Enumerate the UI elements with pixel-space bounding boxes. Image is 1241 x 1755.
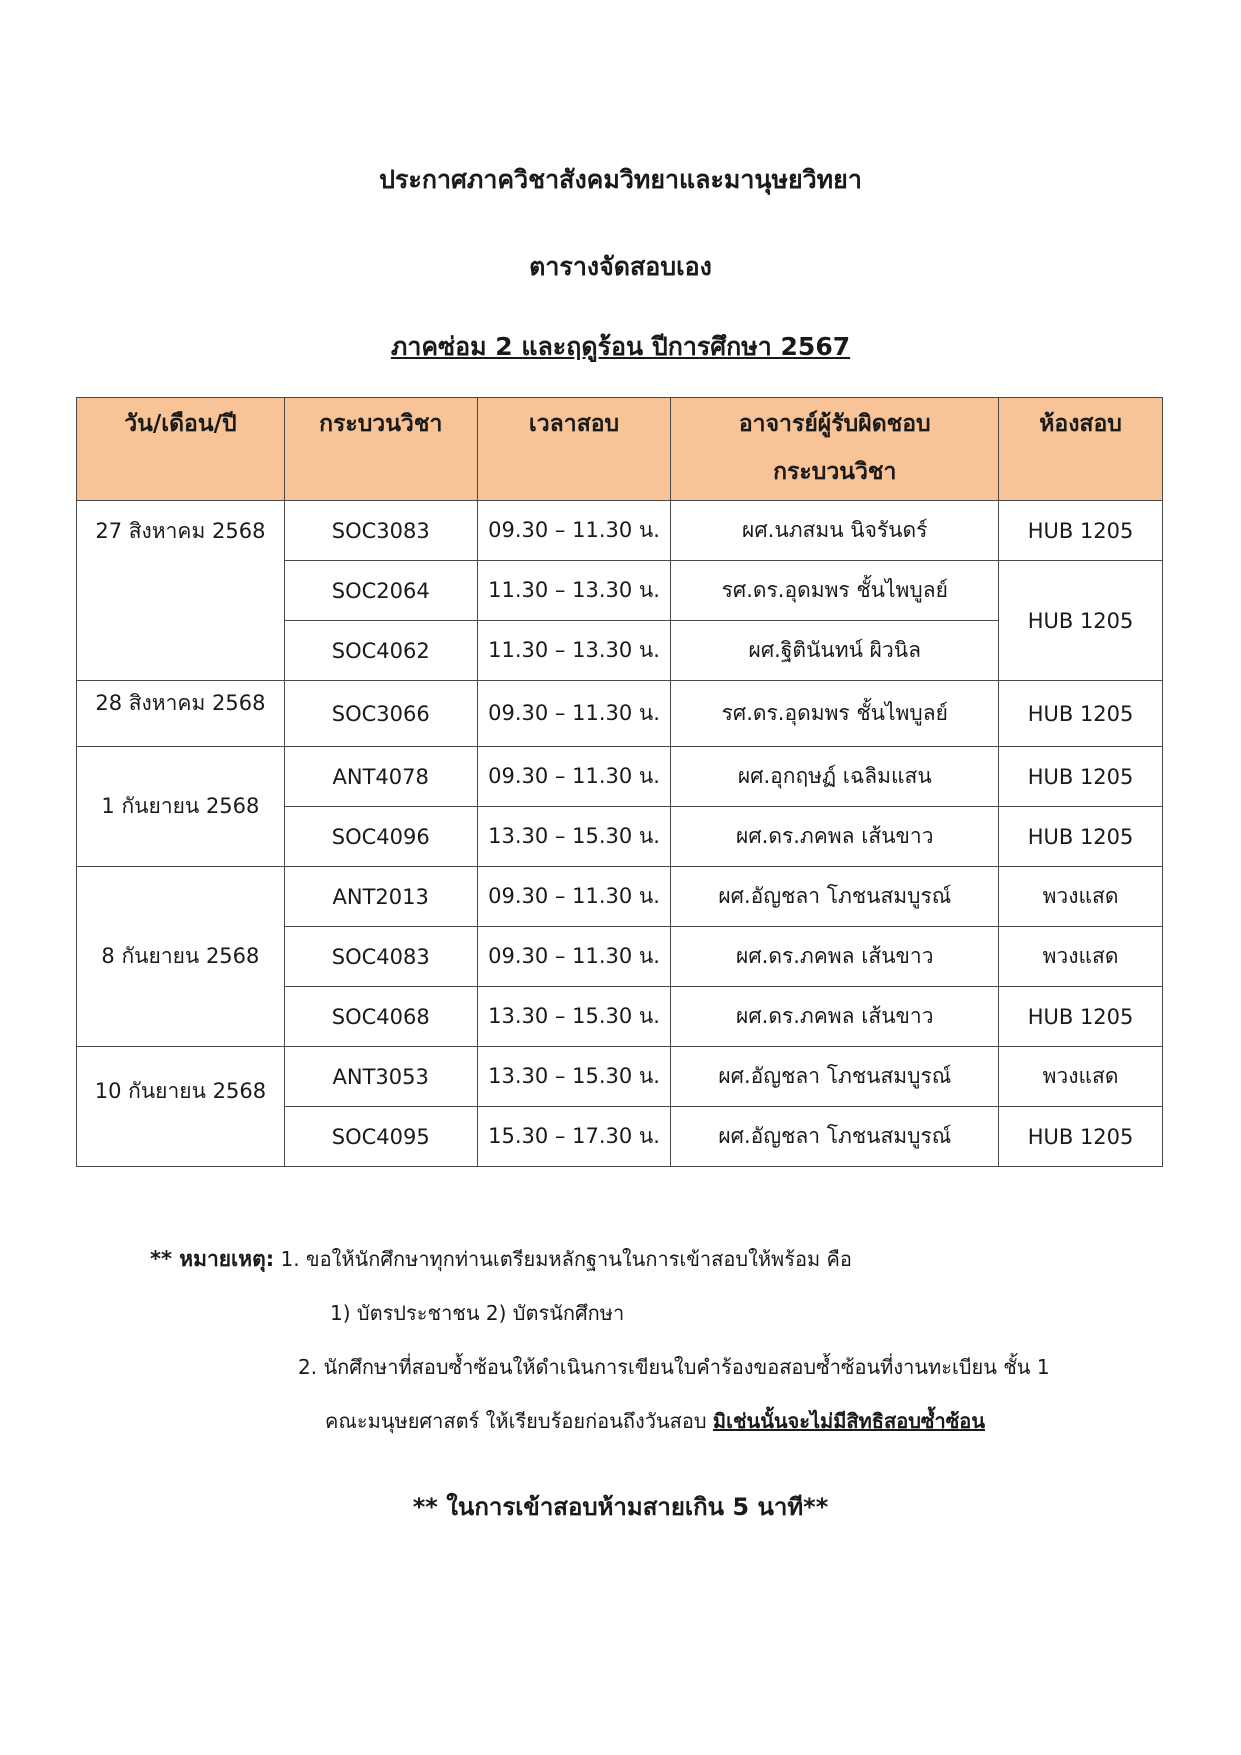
date-cell: 10 กันยายน 2568 (77, 1047, 285, 1167)
course-cell: SOC2064 (284, 561, 477, 621)
course-cell: ANT2013 (284, 867, 477, 927)
late-warning: ** ในการเข้าสอบห้ามสายเกิน 5 นาที** (412, 1493, 829, 1521)
time-cell: 09.30 – 11.30 น. (477, 501, 671, 561)
table-row (77, 1047, 1163, 1107)
course-cell: SOC4095 (284, 1107, 477, 1167)
date-cell: 1 กันยายน 2568 (77, 747, 285, 867)
note-item-2: 2. นักศึกษาที่สอบซ้ำซ้อนให้ดำเนินการเขียนใบคำร้องขอสอบซ้ำซ้อนที่งานทะเบียน ชั้น 1 (298, 1355, 1050, 1379)
table-row (77, 747, 1163, 807)
instructor-cell: ผศ.ดร.ภคพล เส้นขาว (671, 927, 999, 987)
instructor-cell: ผศ.อัญชลา โภชนสมบูรณ์ (671, 1107, 999, 1167)
course-cell: SOC4068 (284, 987, 477, 1047)
room-cell: HUB 1205 (999, 807, 1163, 867)
instructor-cell: รศ.ดร.อุดมพร ชั้นไพบูลย์ (671, 561, 999, 621)
header-date: วัน/เดือน/ปี (77, 398, 285, 501)
instructor-cell: ผศ.อุกฤษฏ์ เฉลิมแสน (671, 747, 999, 807)
date-cell: 27 สิงหาคม 2568 (77, 501, 285, 681)
time-cell: 09.30 – 11.30 น. (477, 927, 671, 987)
table-header-row (77, 398, 1163, 501)
instructor-cell: ผศ.ดร.ภคพล เส้นขาว (671, 987, 999, 1047)
instructor-cell: ผศ.ดร.ภคพล เส้นขาว (671, 807, 999, 867)
exam-schedule-table (76, 397, 1163, 1167)
header-instructor-line2: กระบวนวิชา (773, 459, 897, 485)
note-item-2-text: คณะมนุษยศาสตร์ ให้เรียบร้อยก่อนถึงวันสอบ (325, 1409, 707, 1433)
header-instructor (671, 398, 999, 501)
header-time: เวลาสอบ (477, 398, 671, 501)
time-cell: 15.30 – 17.30 น. (477, 1107, 671, 1167)
note-line-1 (150, 1232, 1050, 1286)
header-instructor-line1: อาจารย์ผู้รับผิดชอบ (738, 411, 931, 437)
time-cell: 13.30 – 15.30 น. (477, 807, 671, 867)
table-row (77, 501, 1163, 561)
instructor-cell: ผศ.ฐิตินันทน์ ผิวนิล (671, 621, 999, 681)
note-item-2-continued (150, 1394, 1050, 1448)
room-cell: HUB 1205 (999, 987, 1163, 1047)
room-cell: พวงแสด (999, 867, 1163, 927)
instructor-cell: ผศ.นภสมน นิจรันดร์ (671, 501, 999, 561)
date-cell: 28 สิงหาคม 2568 (77, 681, 285, 747)
notes-section (150, 1232, 1050, 1448)
time-cell: 09.30 – 11.30 น. (477, 747, 671, 807)
course-cell: SOC3066 (284, 681, 477, 747)
course-cell: SOC4062 (284, 621, 477, 681)
note-item-1-detail: 1) บัตรประชาชน 2) บัตรนักศึกษา (330, 1301, 625, 1325)
header-room: ห้องสอบ (999, 398, 1163, 501)
instructor-cell: รศ.ดร.อุดมพร ชั้นไพบูลย์ (671, 681, 999, 747)
course-cell: SOC3083 (284, 501, 477, 561)
instructor-cell: ผศ.อัญชลา โภชนสมบูรณ์ (671, 1047, 999, 1107)
room-cell: HUB 1205 (999, 747, 1163, 807)
time-cell: 11.30 – 13.30 น. (477, 621, 671, 681)
time-cell: 11.30 – 13.30 น. (477, 561, 671, 621)
announcement-title: ประกาศภาควิชาสังคมวิทยาและมานุษยวิทยา (379, 165, 862, 194)
time-cell: 13.30 – 15.30 น. (477, 1047, 671, 1107)
course-cell: ANT3053 (284, 1047, 477, 1107)
table-row (77, 867, 1163, 927)
room-cell: HUB 1205 (999, 561, 1163, 681)
course-cell: SOC4096 (284, 807, 477, 867)
term-title: ภาคซ่อม 2 และฤดูร้อน ปีการศึกษา 2567 (390, 332, 851, 361)
room-cell: พวงแสด (999, 927, 1163, 987)
instructor-cell: ผศ.อัญชลา โภชนสมบูรณ์ (671, 867, 999, 927)
header-course: กระบวนวิชา (284, 398, 477, 501)
notes-label: ** หมายเหตุ: (150, 1247, 275, 1271)
room-cell: HUB 1205 (999, 501, 1163, 561)
date-cell: 8 กันยายน 2568 (77, 867, 285, 1047)
room-cell: HUB 1205 (999, 681, 1163, 747)
course-cell: SOC4083 (284, 927, 477, 987)
course-cell: ANT4078 (284, 747, 477, 807)
note-item-1: 1. ขอให้นักศึกษาทุกท่านเตรียมหลักฐานในการเข้าสอบให้พร้อม คือ (280, 1247, 852, 1271)
room-cell: พวงแสด (999, 1047, 1163, 1107)
time-cell: 09.30 – 11.30 น. (477, 867, 671, 927)
room-cell: HUB 1205 (999, 1107, 1163, 1167)
note-item-2-warning: มิเช่นนั้นจะไม่มีสิทธิสอบซ้ำซ้อน (712, 1409, 985, 1433)
time-cell: 13.30 – 15.30 น. (477, 987, 671, 1047)
time-cell: 09.30 – 11.30 น. (477, 681, 671, 747)
table-row (77, 681, 1163, 747)
schedule-title: ตารางจัดสอบเอง (529, 252, 712, 281)
